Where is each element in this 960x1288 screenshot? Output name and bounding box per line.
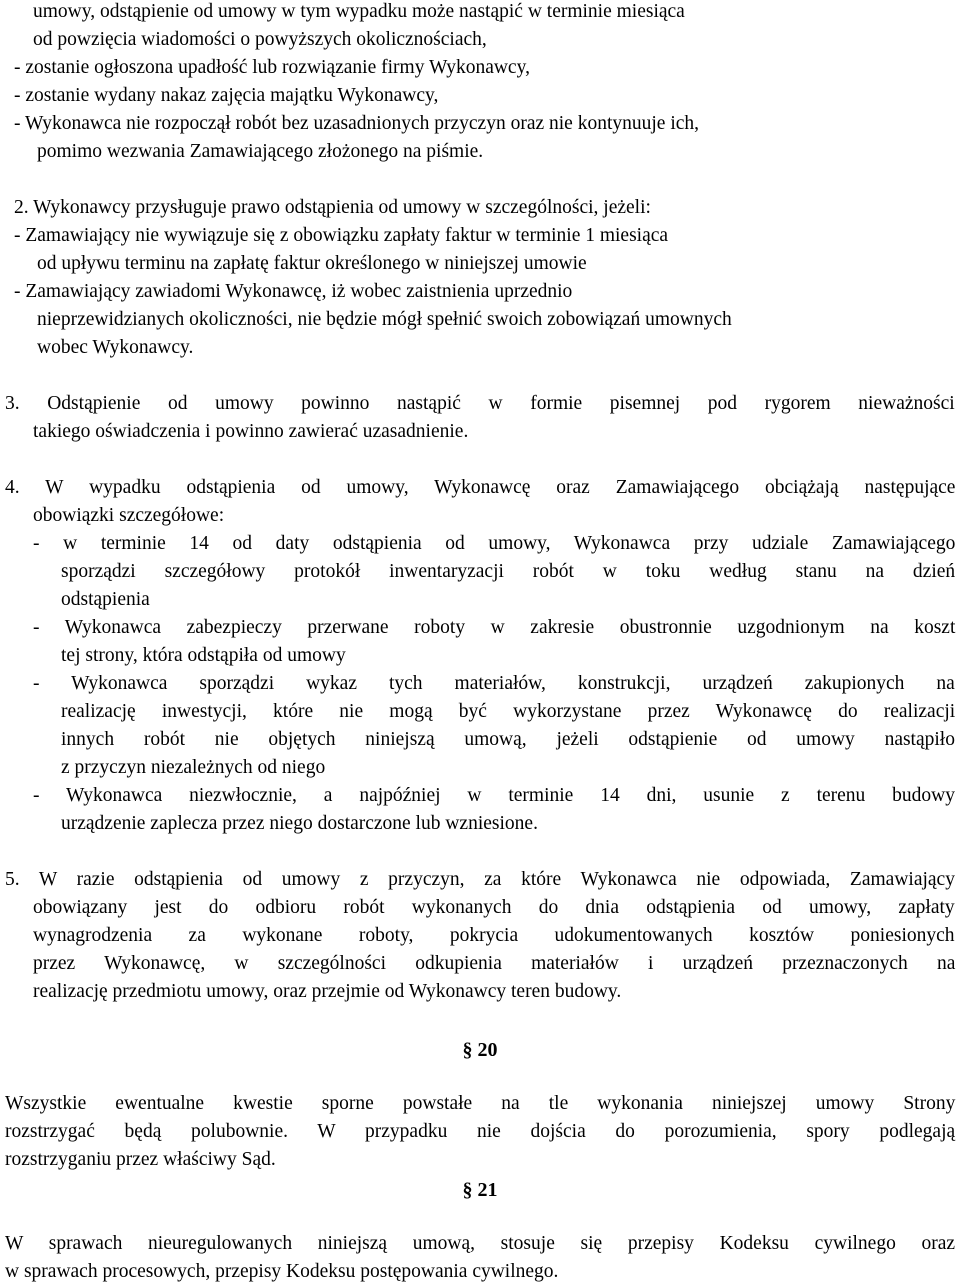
section-21-line: w sprawach procesowych, przepisy Kodeksu postępowania cywilnego. [5, 1261, 559, 1282]
list-item: - zostanie ogłoszona upadłość lub rozwiązanie firmy Wykonawcy, [14, 57, 530, 78]
text-line: tej strony, która odstąpiła od umowy [61, 645, 346, 666]
list-item: - Zamawiający zawiadomi Wykonawcę, iż wobec zaistnienia uprzednio [14, 281, 573, 302]
section-heading-21: § 21 [462, 1179, 498, 1201]
text-line: obowiązki szczegółowe: [33, 505, 225, 526]
paragraph-5-line: 5. W razie odstąpienia od umowy z przyczyn, za które Wykonawca nie odpowiada, Zamawiający [5, 869, 955, 890]
text-line: obowiązany jest do odbioru robót wykonanych do dnia odstąpienia od umowy, zapłaty [33, 897, 955, 918]
list-item: - Zamawiający nie wywiązuje się z obowiązku zapłaty faktur w terminie 1 miesiąca [14, 225, 669, 246]
section-20-line: rozstrzyganiu przez właściwy Sąd. [5, 1149, 276, 1170]
section-heading-20: § 20 [462, 1039, 498, 1061]
list-item: - Wykonawca nie rozpoczął robót bez uzasadnionych przyczyn oraz nie kontynuuje ich, [14, 113, 700, 134]
text-line: innych robót nie objętych niniejszą umową, jeżeli odstąpienie od umowy nastąpiło [61, 729, 955, 750]
paragraph-3-line: 3. Odstąpienie od umowy powinno nastąpić w formie pisemnej pod rygorem nieważności [5, 393, 955, 414]
list-item: - w terminie 14 od daty odstąpienia od umowy, Wykonawca przy udziale Zamawiającego [33, 533, 956, 554]
text-line: odstąpienia [61, 589, 150, 610]
text-line: od upływu terminu na zapłatę faktur określonego w niniejszej umowie [37, 253, 587, 274]
paragraph-4-line: 4. W wypadku odstąpienia od umowy, Wykonawcę oraz Zamawiającego obciążają następujące [5, 477, 956, 498]
text-line: pomimo wezwania Zamawiającego złożonego na piśmie. [37, 141, 484, 162]
text-line: urządzenie zaplecza przez niego dostarczone lub wzniesione. [61, 813, 538, 834]
list-item: - zostanie wydany nakaz zajęcia majątku Wykonawcy, [14, 85, 439, 106]
text-line: przez Wykonawcę, w szczególności odkupienia materiałów i urządzeń przeznaczonych na [33, 953, 956, 974]
text-line: realizację przedmiotu umowy, oraz przejmie od Wykonawcy teren budowy. [33, 981, 622, 1002]
list-item: - Wykonawca zabezpieczy przerwane roboty w zakresie obustronnie uzgodnionym na koszt [33, 617, 956, 638]
text-line: sporządzi szczegółowy protokół inwentaryzacji robót w toku według stanu na dzień [61, 561, 956, 582]
list-item: - Wykonawca niezwłocznie, a najpóźniej w terminie 14 dni, usunie z terenu budowy [33, 785, 956, 806]
text-line: takiego oświadczenia i powinno zawierać uzasadnienie. [33, 421, 469, 442]
paragraph-2-heading: 2. Wykonawcy przysługuje prawo odstąpienia od umowy w szczególności, jeżeli: [14, 197, 651, 218]
text-line: wynagrodzenia za wykonane roboty, pokrycia udokumentowanych kosztów poniesionych [33, 925, 955, 946]
text-line: wobec Wykonawcy. [37, 337, 194, 358]
text-line: z przyczyn niezależnych od niego [61, 757, 326, 778]
text-line: umowy, odstąpienie od umowy w tym wypadku może nastąpić w terminie miesiąca [33, 1, 685, 22]
section-21-line: W sprawach nieuregulowanych niniejszą umową, stosuje się przepisy Kodeksu cywilnego oraz [5, 1233, 956, 1254]
list-item: - Wykonawca sporządzi wykaz tych materiałów, konstrukcji, urządzeń zakupionych na [33, 673, 955, 694]
text-line: od powzięcia wiadomości o powyższych okolicznościach, [33, 29, 487, 50]
section-20-line: rozstrzygać będą polubownie. W przypadku nie dojścia do porozumienia, spory podlegają [5, 1121, 956, 1142]
section-20-line: Wszystkie ewentualne kwestie sporne powstałe na tle wykonania niniejszej umowy Strony [5, 1093, 956, 1114]
text-line: nieprzewidzianych okoliczności, nie będzie mógł spełnić swoich zobowiązań umownych [37, 309, 732, 330]
text-line: realizację inwestycji, które nie mogą być wykorzystane przez Wykonawcę do realizacji [61, 701, 956, 722]
